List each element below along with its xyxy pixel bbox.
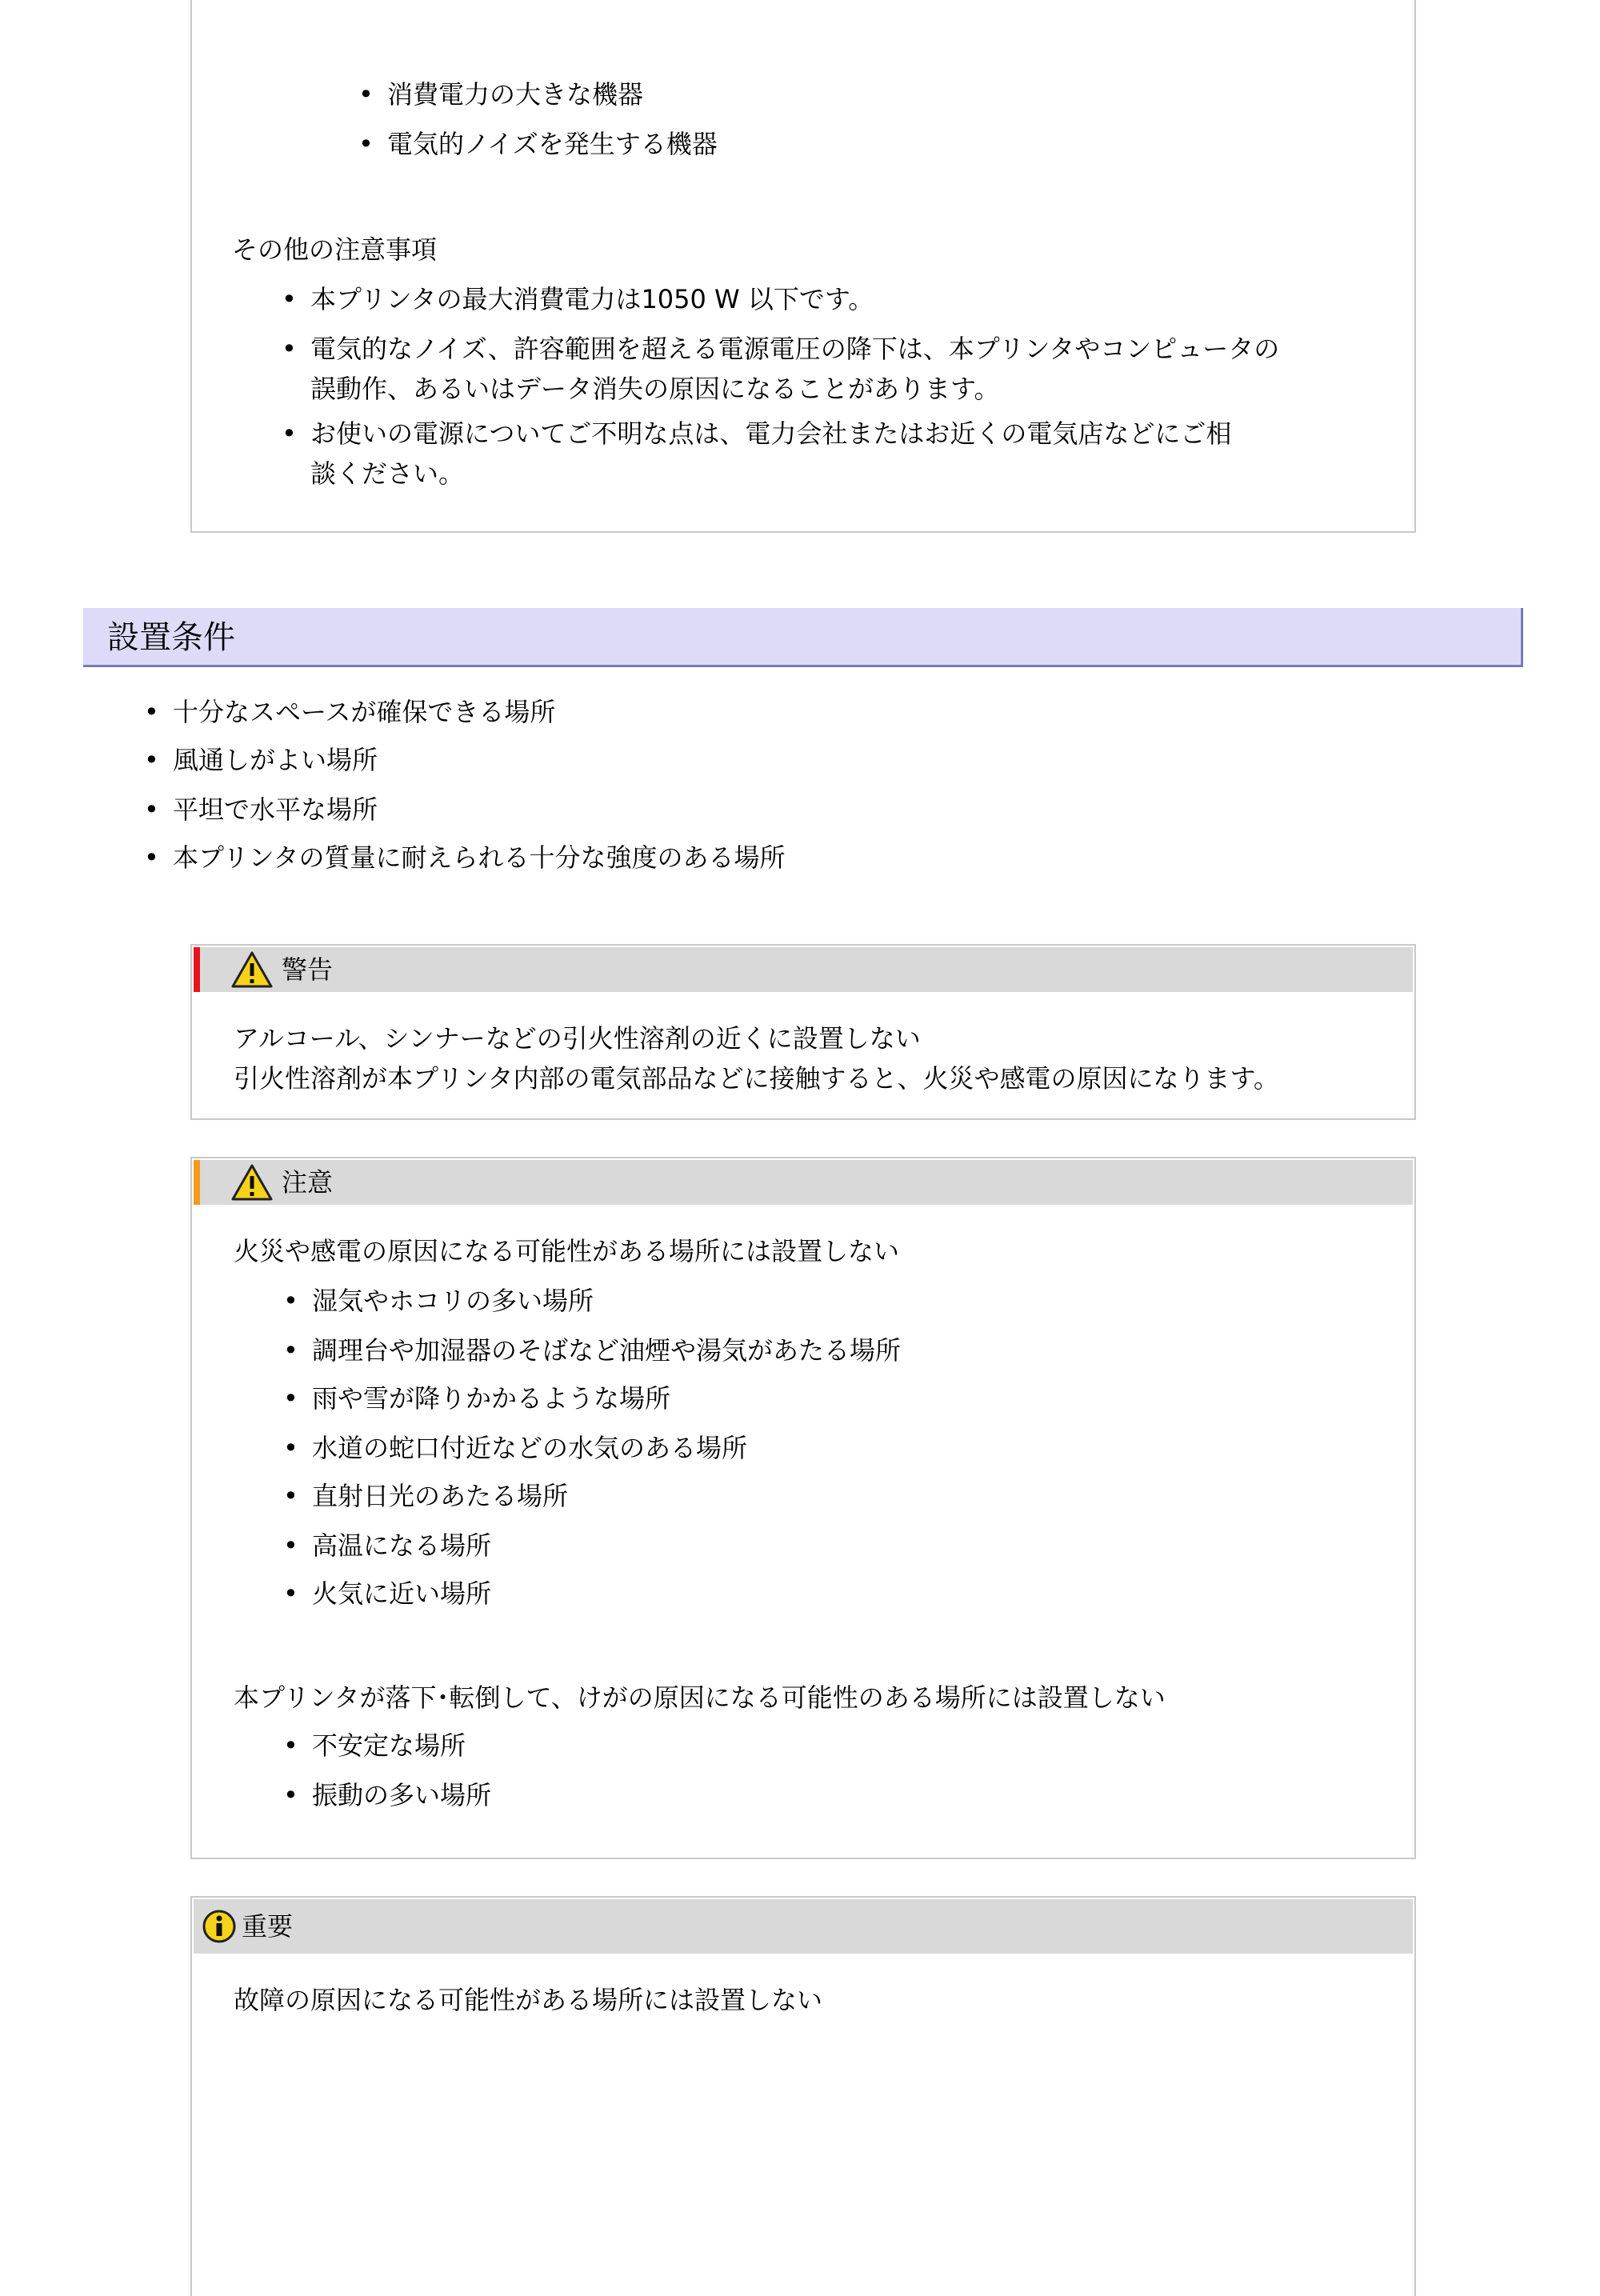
- caution-header: [194, 1160, 1413, 1205]
- list-item: • 雨や雪が降りかかるような場所: [283, 1383, 671, 1414]
- important-heading: 故障の原因になる可能性がある場所には設置しない: [234, 1985, 823, 2015]
- list-item: • 本プリンタの質量に耐えられる十分な強度のある場所: [144, 842, 786, 873]
- warning-triangle-icon: [230, 1163, 274, 1202]
- warning-body: 引火性溶剤が本プリンタ内部の電気部品などに接触すると、火災や感電の原因になります。: [234, 1063, 1279, 1094]
- important-header: [194, 1899, 1413, 1954]
- list-item: • 消費電力の大きな機器: [358, 79, 644, 110]
- list-item: • お使いの電源についてご不明な点は、電力会社またはお近くの電気店などにご相: [282, 418, 1232, 449]
- list-item: • 電気的なノイズ、許容範囲を超える電源電圧の降下は、本プリンタやコンピュータの: [282, 334, 1280, 364]
- list-item: • 平坦で水平な場所: [144, 794, 378, 825]
- list-item: • 湿気やホコリの多い場所: [283, 1286, 594, 1316]
- warning-triangle-icon: [230, 950, 274, 989]
- caution-heading-fire: 火災や感電の原因になる可能性がある場所には設置しない: [234, 1236, 900, 1266]
- list-item: • 高温になる場所: [283, 1530, 492, 1561]
- info-circle-icon: [202, 1909, 237, 1944]
- list-item: • 十分なスペースが確保できる場所: [144, 697, 556, 727]
- caution-box: [190, 1157, 1416, 1859]
- warning-box: [190, 944, 1416, 1120]
- section-title: 設置条件: [107, 619, 235, 656]
- list-item: • 火気に近い場所: [283, 1578, 492, 1609]
- list-item: • 直射日光のあたる場所: [283, 1481, 569, 1511]
- list-item: • 風通しがよい場所: [144, 745, 378, 775]
- warning-header: [194, 947, 1413, 992]
- list-item: • 振動の多い場所: [283, 1780, 492, 1810]
- warning-accent: [194, 947, 200, 992]
- list-item: • 不安定な場所: [283, 1730, 466, 1761]
- caution-heading-fall: 本プリンタが落下･転倒して、けがの原因になる可能性のある場所には設置しない: [234, 1682, 1166, 1713]
- list-item: • 水道の蛇口付近などの水気のある場所: [283, 1433, 748, 1463]
- important-box: [190, 1896, 1416, 2296]
- list-item: • 電気的ノイズを発生する機器: [358, 129, 718, 159]
- caution-accent: [194, 1160, 200, 1205]
- warning-label: 警告: [282, 954, 334, 985]
- other-notes-heading: その他の注意事項: [232, 234, 438, 265]
- caution-label: 注意: [282, 1167, 334, 1198]
- warning-title: アルコール、シンナーなどの引火性溶剤の近くに設置しない: [234, 1023, 921, 1054]
- list-item-continuation: 談ください。: [310, 458, 465, 489]
- list-item: • 本プリンタの最大消費電力は1050 W 以下です。: [282, 284, 874, 314]
- important-label: 重要: [242, 1911, 294, 1942]
- list-item-continuation: 誤動作、あるいはデータ消失の原因になることがあります。: [310, 374, 1000, 404]
- list-item: • 調理台や加湿器のそばなど油煙や湯気があたる場所: [283, 1335, 902, 1366]
- section-heading-bar: [83, 608, 1523, 667]
